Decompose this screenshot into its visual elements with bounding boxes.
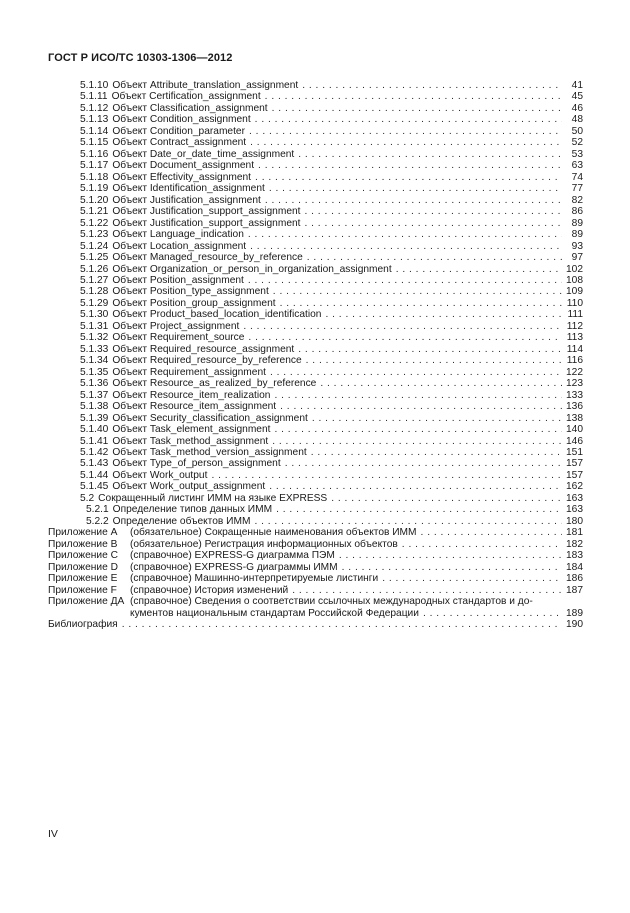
toc-entry-page: 162	[566, 481, 583, 493]
dot-leader	[258, 160, 562, 171]
toc-entry-number: 5.1.40	[80, 424, 109, 436]
toc-entry-page: 136	[566, 401, 583, 413]
dot-leader	[248, 229, 562, 240]
toc-entry-number: Приложение E	[48, 573, 118, 585]
toc-entry-title: Объект Task_element_assignment	[112, 424, 271, 436]
dot-leader	[331, 493, 562, 504]
toc-entry	[48, 355, 583, 366]
toc-entry	[48, 378, 583, 389]
toc-entry	[48, 367, 583, 378]
toc-entry	[48, 436, 583, 447]
dot-leader	[122, 619, 562, 630]
toc-entry-page: 116	[566, 355, 583, 367]
toc-entry-title: Объект Security_classification_assignment	[112, 412, 308, 424]
dot-leader	[276, 504, 562, 515]
toc-entry-title: Объект Justification_support_assignment	[112, 217, 301, 229]
dot-leader	[269, 183, 562, 194]
toc-entry-page: 63	[571, 160, 583, 172]
dot-leader	[274, 424, 562, 435]
toc-entry-title: Объект Managed_resource_by_reference	[112, 252, 303, 264]
toc-entry	[48, 493, 583, 504]
toc-entry-title: (обязательное) Сокращенные наименования объектов ИММ	[130, 527, 417, 539]
toc-entry	[48, 195, 583, 206]
toc-entry-title: Объект Justification_assignment	[112, 194, 261, 206]
toc-entry-title: Объект Attribute_translation_assignment	[112, 80, 299, 91]
toc-entry	[48, 275, 583, 286]
toc-entry-number: 5.1.17	[80, 160, 109, 172]
toc-entry-page: 93	[571, 240, 583, 252]
toc-entry	[48, 504, 583, 515]
toc-entry-page: 41	[571, 80, 583, 91]
toc-entry-page: 45	[571, 91, 583, 103]
toc-entry-title: Объект Contract_assignment	[112, 137, 247, 149]
toc-entry-number: 5.1.45	[80, 481, 109, 493]
toc-entry-page: 108	[566, 274, 583, 286]
toc-entry	[48, 286, 583, 297]
dot-leader	[249, 126, 562, 137]
toc-entry-page: 77	[571, 183, 583, 195]
toc-entry-page: 74	[571, 171, 583, 183]
dot-leader	[311, 447, 562, 458]
toc-entry	[48, 241, 583, 252]
toc-entry-number: 5.1.16	[80, 148, 109, 160]
toc-entry-title: Библиография	[48, 619, 118, 631]
toc-entry	[48, 481, 583, 492]
dot-leader	[248, 275, 562, 286]
toc-entry-page: 186	[566, 573, 583, 585]
dot-leader	[274, 390, 562, 401]
dot-leader	[396, 264, 562, 275]
toc-entry-page: 122	[566, 366, 583, 378]
toc-entry-title: Объект Required_resource_assignment	[112, 343, 295, 355]
table-of-contents	[48, 80, 583, 631]
toc-entry-title: Объект Condition_parameter	[112, 125, 245, 137]
toc-entry	[48, 137, 583, 148]
dot-leader	[292, 585, 562, 596]
dot-leader	[325, 309, 562, 320]
toc-entry	[48, 80, 583, 91]
dot-leader	[250, 241, 562, 252]
toc-entry-number: 5.1.39	[80, 412, 109, 424]
toc-entry-page: 157	[566, 458, 583, 470]
toc-entry-title: Сокращенный листинг ИММ на языке EXPRESS	[98, 492, 328, 504]
dot-leader	[342, 562, 562, 573]
toc-entry-title: Объект Organization_or_person_in_organization_assignment	[112, 263, 392, 275]
toc-entry-title: Объект Justification_support_assignment	[112, 206, 301, 218]
toc-appendix-entry	[48, 539, 583, 550]
toc-entry-title: Объект Position_type_assignment	[112, 286, 269, 298]
dot-leader	[255, 172, 562, 183]
toc-entry-number: 5.1.33	[80, 343, 109, 355]
toc-entry-page: 184	[566, 561, 583, 573]
toc-entry	[48, 149, 583, 160]
toc-entry-page: 89	[571, 229, 583, 241]
toc-entry-number: 5.1.41	[80, 435, 109, 447]
toc-entry-number: Приложение F	[48, 584, 117, 596]
dot-leader	[265, 195, 562, 206]
dot-leader	[211, 470, 562, 481]
toc-entry-page: 187	[566, 584, 583, 596]
toc-entry-page: 133	[566, 389, 583, 401]
toc-entry-title: кументов национальным стандартам Российской Федерации	[130, 607, 419, 619]
toc-entry-page: 181	[566, 527, 583, 539]
toc-entry	[48, 516, 583, 527]
toc-entry-page: 163	[566, 504, 583, 516]
toc-entry-number: 5.1.23	[80, 229, 109, 241]
toc-entry-number: Приложение C	[48, 550, 118, 562]
toc-entry-title: Объект Effectivity_assignment	[112, 171, 252, 183]
toc-entry-number: 5.2	[80, 492, 95, 504]
toc-entry-number: Приложение ДА	[48, 596, 125, 608]
toc-entry-page: 123	[566, 378, 583, 390]
toc-entry-number: 5.1.26	[80, 263, 109, 275]
toc-entry-number: 5.1.24	[80, 240, 109, 252]
toc-entry-title: Объект Classification_assignment	[112, 102, 268, 114]
toc-entry	[48, 172, 583, 183]
toc-entry-number: 5.1.35	[80, 366, 109, 378]
dot-leader	[298, 344, 562, 355]
toc-entry-page: 157	[566, 469, 583, 481]
toc-entry-number: 5.1.14	[80, 125, 109, 137]
toc-entry-title: Объект Requirement_assignment	[112, 366, 266, 378]
toc-entry-number: Приложение B	[48, 538, 118, 550]
dot-leader	[312, 413, 562, 424]
toc-entry-title: Объект Task_method_assignment	[112, 435, 269, 447]
toc-entry-number: Приложение A	[48, 527, 118, 539]
toc-entry-number: 5.2.1	[86, 504, 109, 516]
dot-leader	[382, 573, 562, 584]
toc-entry	[48, 470, 583, 481]
toc-entry-title: Объект Resource_item_assignment	[112, 401, 277, 413]
toc-entry-number: 5.1.37	[80, 389, 109, 401]
toc-entry-title: Объект Type_of_person_assignment	[112, 458, 281, 470]
dot-leader	[298, 149, 562, 160]
toc-entry-number: 5.1.21	[80, 206, 109, 218]
toc-entry-number: 5.1.36	[80, 378, 109, 390]
dot-leader	[306, 355, 562, 366]
toc-entry-title: Объект Certification_assignment	[111, 91, 261, 103]
toc-entry-title: (справочное) EXPRESS-G диаграммы ИММ	[130, 561, 338, 573]
dot-leader	[304, 206, 562, 217]
toc-entry-title: Объект Document_assignment	[112, 160, 255, 172]
dot-leader	[339, 550, 562, 561]
dot-leader	[285, 458, 562, 469]
toc-entry-number: 5.1.32	[80, 332, 109, 344]
toc-entry-title: (справочное) Машинно-интерпретируемые листинги	[130, 573, 379, 585]
toc-entry	[48, 401, 583, 412]
toc-entry-number: 5.2.2	[86, 515, 109, 527]
toc-entry-title: (справочное) Сведения о соответствии ссылочных международных стандартов и до-	[130, 596, 533, 608]
toc-entry	[48, 206, 583, 217]
toc-entry-page: 46	[571, 102, 583, 114]
toc-entry	[48, 103, 583, 114]
toc-entry	[48, 160, 583, 171]
toc-entry-number: 5.1.18	[80, 171, 109, 183]
toc-entry-number: 5.1.13	[80, 114, 109, 126]
toc-entry	[48, 390, 583, 401]
toc-entry-number: 5.1.22	[80, 217, 109, 229]
toc-entry	[48, 332, 583, 343]
toc-entry-title: Объект Date_or_date_time_assignment	[112, 148, 295, 160]
toc-entry-page: 53	[571, 148, 583, 160]
toc-entry-title: Объект Location_assignment	[112, 240, 247, 252]
dot-leader	[255, 114, 562, 125]
dot-leader	[273, 286, 562, 297]
toc-appendix-entry	[48, 596, 583, 607]
toc-entry-title: Объект Position_group_assignment	[112, 297, 276, 309]
toc-entry-page: 113	[566, 332, 583, 344]
dot-leader	[272, 436, 562, 447]
dot-leader	[402, 539, 562, 550]
toc-entry-title: Объект Identification_assignment	[112, 183, 265, 195]
toc-entry	[48, 447, 583, 458]
toc-entry-page: 138	[566, 412, 583, 424]
toc-entry-title: (справочное) История изменений	[130, 584, 289, 596]
toc-entry-title: Объект Project_assignment	[112, 320, 240, 332]
toc-entry-number: 5.1.42	[80, 447, 109, 458]
toc-entry	[48, 183, 583, 194]
dot-leader	[423, 608, 562, 619]
page-number: IV	[48, 828, 58, 840]
toc-entry-page: 163	[566, 492, 583, 504]
toc-appendix-entry	[48, 585, 583, 596]
dot-leader	[254, 516, 562, 527]
dot-leader	[272, 103, 562, 114]
dot-leader	[302, 80, 562, 91]
toc-entry-number: 5.1.20	[80, 194, 109, 206]
dot-leader	[250, 137, 562, 148]
toc-entry-number: 5.1.19	[80, 183, 109, 195]
toc-entry-page: 140	[566, 424, 583, 436]
toc-entry-page: 183	[566, 550, 583, 562]
toc-entry-number: 5.1.10	[80, 80, 109, 91]
toc-entry-number: 5.1.30	[80, 309, 109, 321]
toc-entry-page: 97	[571, 252, 583, 264]
dot-leader	[270, 367, 562, 378]
toc-entry-page: 182	[566, 538, 583, 550]
toc-entry-number: 5.1.27	[80, 274, 109, 286]
toc-entry-title: Объект Work_output	[112, 469, 208, 481]
toc-entry-title: Объект Work_output_assignment	[112, 481, 266, 493]
toc-entry-title: Объект Condition_assignment	[112, 114, 251, 126]
toc-entry-page: 146	[566, 435, 583, 447]
toc-entry-number: 5.1.25	[80, 252, 109, 264]
toc-entry-title: (справочное) EXPRESS-G диаграмма ПЭМ	[130, 550, 335, 562]
toc-entry-title: Объект Requirement_source	[112, 332, 245, 344]
toc-entry-page: 50	[571, 125, 583, 137]
toc-entry-number: Приложение D	[48, 561, 118, 573]
toc-entry-number: 5.1.38	[80, 401, 109, 413]
dot-leader	[304, 218, 562, 229]
toc-entry-title: Объект Required_resource_by_reference	[112, 355, 302, 367]
toc-appendix-entry	[48, 562, 583, 573]
toc-appendix-entry	[48, 550, 583, 561]
toc-entry	[48, 298, 583, 309]
toc-entry-page: 82	[571, 194, 583, 206]
toc-entry-number: 5.1.28	[80, 286, 109, 298]
toc-entry-page: 110	[566, 297, 583, 309]
toc-entry-page: 102	[566, 263, 583, 275]
toc-appendix-entry	[48, 527, 583, 538]
toc-entry-number: 5.1.44	[80, 469, 109, 481]
dot-leader	[269, 481, 562, 492]
dot-leader	[280, 298, 562, 309]
toc-appendix-entry-continuation	[48, 608, 583, 619]
toc-entry-title: Объект Language_indication	[112, 229, 244, 241]
toc-entry-page: 180	[566, 515, 583, 527]
toc-entry-page: 112	[566, 320, 583, 332]
toc-entry	[48, 114, 583, 125]
toc-entry-number: 5.1.12	[80, 102, 109, 114]
toc-entry	[48, 413, 583, 424]
toc-entry-page: 48	[571, 114, 583, 126]
toc-entry-number: 5.1.29	[80, 297, 109, 309]
toc-entry-number: 5.1.34	[80, 355, 109, 367]
dot-leader	[265, 91, 562, 102]
toc-entry-page: 151	[566, 447, 583, 458]
toc-entry-title: Определение объектов ИММ	[112, 515, 251, 527]
dot-leader	[320, 378, 562, 389]
toc-entry-title: Объект Product_based_location_identification	[112, 309, 322, 321]
toc-entry	[48, 424, 583, 435]
toc-bibliography-entry	[48, 619, 583, 630]
toc-entry-page: 189	[566, 607, 583, 619]
toc-entry-title: Определение типов данных ИММ	[112, 504, 273, 516]
toc-entry	[48, 229, 583, 240]
toc-entry-number: 5.1.31	[80, 320, 109, 332]
dot-leader	[421, 527, 562, 538]
toc-entry	[48, 321, 583, 332]
toc-entry-number: 5.1.11	[80, 91, 108, 103]
toc-entry-number: 5.1.15	[80, 137, 109, 149]
toc-entry-title: Объект Position_assignment	[112, 274, 244, 286]
toc-entry-page: 114	[566, 343, 583, 355]
toc-entry	[48, 218, 583, 229]
toc-entry	[48, 309, 583, 320]
toc-entry-page: 190	[566, 619, 583, 631]
toc-entry-page: 111	[567, 309, 583, 321]
dot-leader	[280, 401, 562, 412]
toc-entry-title: Объект Task_method_version_assignment	[112, 447, 307, 458]
toc-entry	[48, 126, 583, 137]
toc-entry-number: 5.1.43	[80, 458, 109, 470]
toc-entry	[48, 91, 583, 102]
page-header: ГОСТ Р ИСО/ТС 10303-1306—2012	[48, 52, 233, 64]
toc-entry-page: 109	[566, 286, 583, 298]
dot-leader	[243, 321, 562, 332]
toc-entry	[48, 252, 583, 263]
dot-leader	[307, 252, 562, 263]
dot-leader	[248, 332, 562, 343]
toc-entry-page: 89	[571, 217, 583, 229]
toc-entry	[48, 344, 583, 355]
toc-entry	[48, 264, 583, 275]
toc-entry-title: Объект Resource_item_realization	[112, 389, 271, 401]
toc-appendix-entry	[48, 573, 583, 584]
toc-entry-title: Объект Resource_as_realized_by_reference	[112, 378, 317, 390]
toc-entry-page: 86	[571, 206, 583, 218]
toc-entry	[48, 458, 583, 469]
toc-entry-title: (обязательное) Регистрация информационных объектов	[130, 538, 398, 550]
toc-entry-page: 52	[571, 137, 583, 149]
